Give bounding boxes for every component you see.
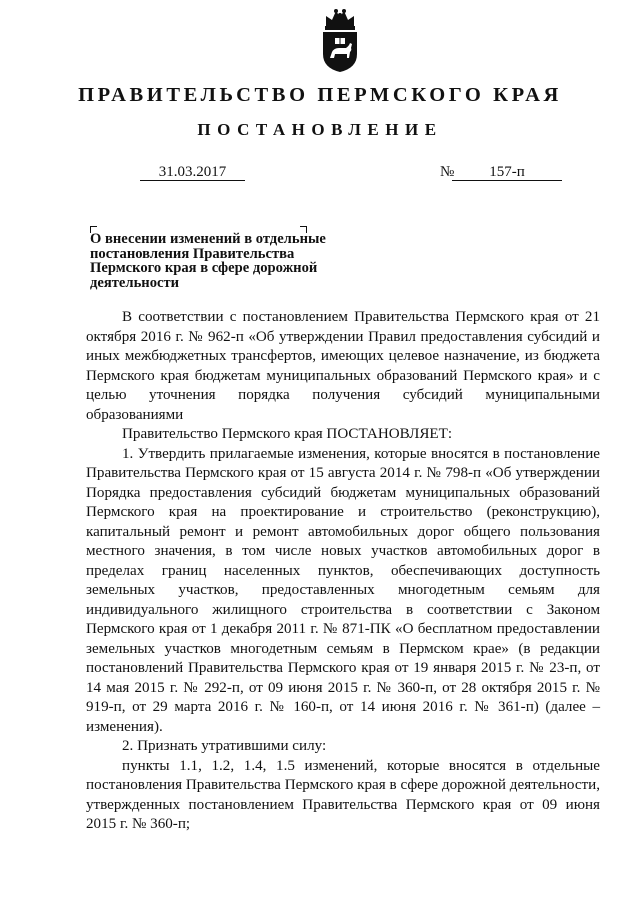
item-1-paragraph: 1. Утвердить прилагаемые изменения, которые вносятся в постановление Правительства Пермского края от 15 августа 2014 г. № 798-п «Об утверждении Порядка предоставления субсидий бюджетам муниципальных образований Пермского края на проектирование и строительство (реконструкцию), капитальный ремонт и ремонт автомобильных дорог общего пользования местного значения, в том числе новых участков автомобильных дорог в пределах границ населенных пунктов, обеспечивающих доступность земельных участков, предоставленных многодетным семьям для индивидуального жилищного строительства в соответствии с Законом Пермского края от 1 декабря 2011 г. № 871-ПК «О бесплатном предоставлении земельных участков многодетным семьям в Пермском крае» (в редакции постановлений Правительства Пермского края от 19 января 2015 г. № 23-п, от 14 мая 2015 г. № 292-п, от 09 июня 2015 г. № 360-п, от 28 октября 2015 г. № 919-п, от 29 марта 2016 г. № 160-п, от 14 июня 2016 г. № 361-п) (далее – изменения). [86, 445, 600, 735]
document-number-block [440, 164, 562, 181]
preamble-paragraph: В соответствии с постановлением Правительства Пермского края от 21 октября 2016 г. № 962-п «Об утверждении Правил предоставления субсидий и иных межбюджетных трансфертов, имеющих целевое назначение, из бюджета Пермского края бюджетам муниципальных образований Пермского края» и с целью уточнения порядка получения субсидий муниципальными образованиями [86, 309, 600, 423]
document-date: 31.03.2017 [140, 164, 245, 181]
document-body [86, 308, 600, 835]
item-2-paragraph: 2. Признать утратившими силу: [122, 738, 327, 754]
document-type: ПОСТАНОВЛЕНИЕ [197, 120, 443, 139]
resolves-paragraph: Правительство Пермского края ПОСТАНОВЛЯЕТ: [122, 426, 453, 442]
document-subject: О внесении изменений в отдельные постановления Правительства Пермского края в сфере дорожной деятельности [90, 231, 326, 291]
perm-krai-coat-of-arms-icon [318, 8, 362, 74]
item-2-text-paragraph: пункты 1.1, 1.2, 1.4, 1.5 изменений, которые вносятся в отдельные постановления Правительства Пермского края в сфере дорожной деятельности, утвержденных постановлением Правительства Пермского края от 09 июня 2015 г. № 360-п; [86, 757, 600, 832]
number-sign: № [440, 164, 455, 180]
document-number: 157-п [452, 164, 562, 181]
government-title: ПРАВИТЕЛЬСТВО ПЕРМСКОГО КРАЯ [78, 84, 562, 106]
